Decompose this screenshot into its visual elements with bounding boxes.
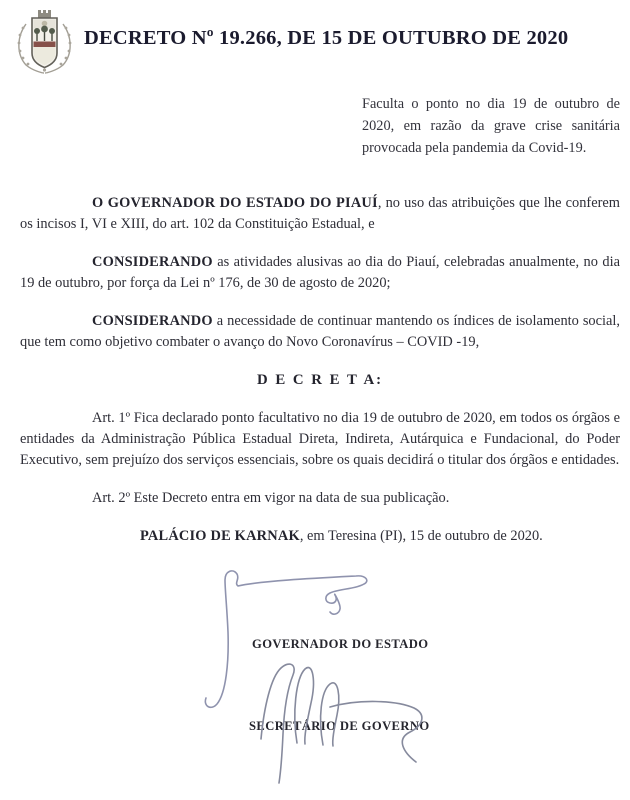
decree-summary: Faculta o ponto no dia 19 de outubro de 2020, em razão da grave crise sanitária provocada pela pandemia da Covid-19. [362,96,620,156]
preamble-rest: , no uso das atribuições que lhe conferem os incisos I, VI e XIII, do art. 102 da Constituição Estadual, e [20,195,620,232]
paragraph-article-2: Art. 2º Este Decreto entra em vigor na data de sua publicação. [92,490,450,506]
signatures-overlay [0,550,630,800]
preamble-lead: O GOVERNADOR DO ESTADO DO PIAUÍ [92,195,378,211]
piaui-coat-of-arms-icon [13,7,76,77]
secretary-signature-label: SECRETÁRIO DE GOVERNO [249,719,430,733]
secretary-signature-ink [321,683,339,746]
considering-2-lead: CONSIDERANDO [92,313,213,329]
decree-title: DECRETO Nº 19.266, DE 15 DE OUTUBRO DE 2020 [84,27,569,49]
paragraph-preamble [20,193,620,235]
considering-1-rest: as atividades alusivas ao dia do Piauí, celebradas anualmente, no dia 19 de outubro, por força da Lei nº 176, de 30 de agosto de 2020; [20,254,620,291]
closing-lead: PALÁCIO DE KARNAK [140,528,300,544]
paragraph-article-1: Art. 1º Fica declarado ponto facultativo no dia 19 de outubro de 2020, em todos os órgãos e entidades da Administração Pública Estadual Direta, Indireta, Autárquica e Fundacional, do Poder Executivo, sem prejuízo dos serviços essenciais, sobre os quais decidirá o titular dos órgãos e entidades. [20,410,620,468]
decreta-heading: D E C R E T A: [256,372,384,388]
governor-signature-label: GOVERNADOR DO ESTADO [252,637,429,651]
considering-1-lead: CONSIDERANDO [92,254,213,270]
paragraph-considering-1 [20,252,620,294]
paragraph-considering-2 [20,311,620,353]
decree-body [20,193,620,547]
closing-rest: , em Teresina (PI), 15 de outubro de 2020. [299,528,543,544]
paragraph-closing [20,526,620,547]
considering-2-rest: a necessidade de continuar mantendo os índices de isolamento social, que tem como objetivo combater o avanço do Novo Coronavírus – COVID -19, [20,313,620,350]
